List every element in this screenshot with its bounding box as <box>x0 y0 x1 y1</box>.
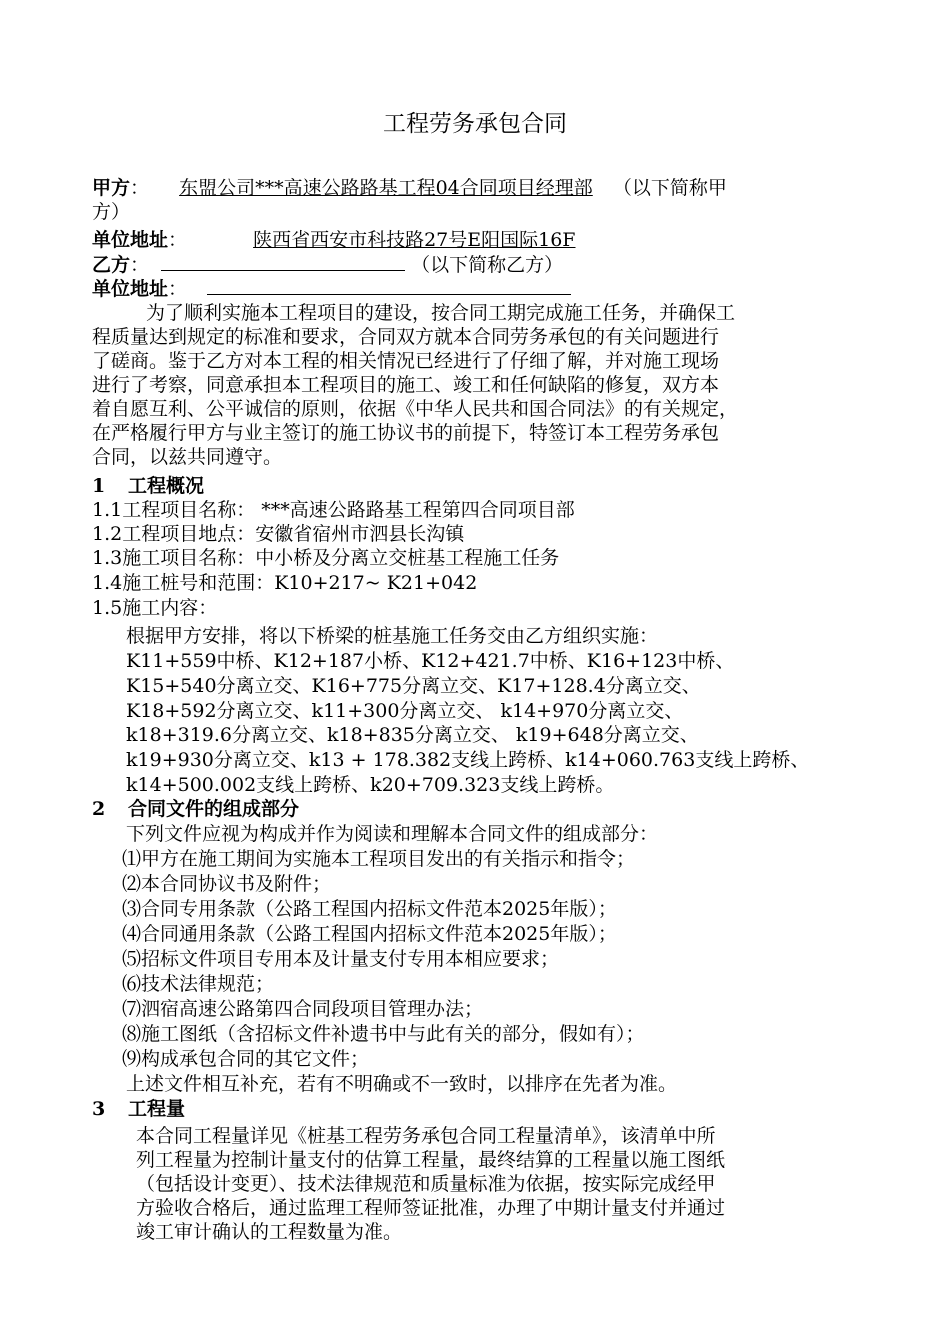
party-a-address-colon: ： <box>168 229 188 251</box>
section-2-heading <box>92 797 299 821</box>
section-1-number: 1 <box>92 475 106 497</box>
party-b-label: 乙方 <box>92 254 131 276</box>
party-b-line <box>92 252 563 277</box>
intro-line: 合同，以兹共同遵守。 <box>92 446 283 468</box>
section-3-line: （包括设计变更）、技术法律规范和质量标准为依据，按实际完成经甲 <box>136 1173 716 1195</box>
construction-content-line: k18+319.6分离立交、k18+835分离立交、 k19+648分离立交、 <box>126 724 699 746</box>
party-b-address-label: 单位地址 <box>92 278 169 300</box>
party-b-address-line <box>92 276 571 301</box>
party-a-name: 东盟公司***高速公路路基工程04合同项目经理部 <box>179 177 593 199</box>
section-2-line: ⑹技术法律规范； <box>122 973 275 995</box>
party-a-suffix-cont: 方） <box>92 201 131 223</box>
section-2-line: ⑵本合同协议书及附件； <box>122 873 332 895</box>
party-a-suffix: （以下简称甲 <box>612 177 727 199</box>
party-a-address-value: 陕西省西安市科技路27号E阳国际16F <box>253 229 576 251</box>
party-b-address-blank <box>207 276 571 295</box>
party-b-address-colon: ： <box>168 278 188 300</box>
section-2-line: 下列文件应视为构成并作为阅读和理解本合同文件的组成部分： <box>126 823 659 845</box>
party-a-address-label: 单位地址 <box>92 229 169 251</box>
section-2-line: ⑶合同专用条款（公路工程国内招标文件范本2025年版）； <box>122 898 617 920</box>
section-2-title: 合同文件的组成部分 <box>128 798 300 820</box>
section-2-line: ⑼构成承包合同的其它文件； <box>122 1048 370 1070</box>
party-a-address-line <box>92 228 618 252</box>
intro-line: 在严格履行甲方与业主签订的施工协议书的前提下，特签订本工程劳务承包 <box>92 422 720 444</box>
section-1-title: 工程概况 <box>128 475 205 497</box>
section-2-line: 上述文件相互补充，若有不明确或不一致时，以排序在先者为准。 <box>126 1073 678 1095</box>
construction-content-line: K18+592分离立交、k11+300分离立交、 k14+970分离立交、 <box>126 700 684 722</box>
section-2-line: ⑴甲方在施工期间为实施本工程项目发出的有关指示和指令； <box>122 848 636 870</box>
intro-line: 为了顺利实施本工程项目的建设，按合同工期完成施工任务，并确保工 <box>146 302 736 324</box>
party-b-name-blank <box>161 252 405 271</box>
section-2-line: ⑻施工图纸（含招标文件补遗书中与此有关的部分，假如有）； <box>122 1023 645 1045</box>
section-1-item: 1.1工程项目名称： ***高速公路路基工程第四合同项目部 <box>92 499 575 521</box>
section-2-line: ⑺泗宿高速公路第四合同段项目管理办法； <box>122 998 484 1020</box>
section-3-number: 3 <box>92 1098 106 1120</box>
intro-line: 进行了考察，同意承担本工程项目的施工、竣工和任何缺陷的修复，双方本 <box>92 374 720 396</box>
section-2-number: 2 <box>92 798 106 820</box>
section-1-item: 1.4施工桩号和范围：K10+217~ K21+042 <box>92 572 478 594</box>
section-3-line: 列工程量为控制计量支付的估算工程量，最终结算的工程量以施工图纸 <box>136 1149 726 1171</box>
party-a-line <box>92 176 727 200</box>
construction-content-line: k19+930分离立交、k13 + 178.382支线上跨桥、k14+060.763支线上跨桥、 <box>126 749 810 771</box>
intro-line: 了磋商。鉴于乙方对本工程的相关情况已经进行了仔细了解，并对施工现场 <box>92 350 720 372</box>
section-3-line: 本合同工程量详见《桩基工程劳务承包合同工程量清单》，该清单中所 <box>136 1125 716 1147</box>
construction-content-line: k14+500.002支线上跨桥、k20+709.323支线上跨桥。 <box>126 774 615 796</box>
intro-line: 程质量达到规定的标准和要求，合同双方就本合同劳务承包的有关问题进行 <box>92 326 720 348</box>
party-a-colon: ： <box>130 177 150 199</box>
section-1-item: 1.2工程项目地点：安徽省宿州市泗县长沟镇 <box>92 523 465 545</box>
construction-content-line: 根据甲方安排，将以下桥梁的桩基施工任务交由乙方组织实施： <box>126 625 659 647</box>
section-1-item: 1.3施工项目名称：中小桥及分离立交桩基工程施工任务 <box>92 547 560 569</box>
section-3-title: 工程量 <box>128 1098 186 1120</box>
party-b-colon: ： <box>130 254 150 276</box>
intro-line: 着自愿互利、公平诚信的原则，依据《中华人民共和国合同法》的有关规定， <box>92 398 739 420</box>
party-a-label: 甲方 <box>92 177 131 199</box>
party-b-suffix: （以下简称乙方） <box>411 254 564 276</box>
section-1-item: 1.5施工内容： <box>92 597 218 619</box>
section-2-line: ⑸招标文件项目专用本及计量支付专用本相应要求； <box>122 948 560 970</box>
section-3-heading <box>92 1097 185 1121</box>
document-title: 工程劳务承包合同 <box>383 111 567 137</box>
section-3-line: 方验收合格后，通过监理工程师签证批准，办理了中期计量支付并通过 <box>136 1197 726 1219</box>
section-2-line: ⑷合同通用条款（公路工程国内招标文件范本2025年版）； <box>122 923 617 945</box>
construction-content-line: K11+559中桥、K12+187小桥、K12+421.7中桥、K16+123中桥、 <box>126 650 735 672</box>
section-3-line: 竣工审计确认的工程数量为准。 <box>136 1221 403 1243</box>
section-1-heading <box>92 474 204 498</box>
construction-content-line: K15+540分离立交、K16+775分离立交、K17+128.4分离立交、 <box>126 675 701 697</box>
